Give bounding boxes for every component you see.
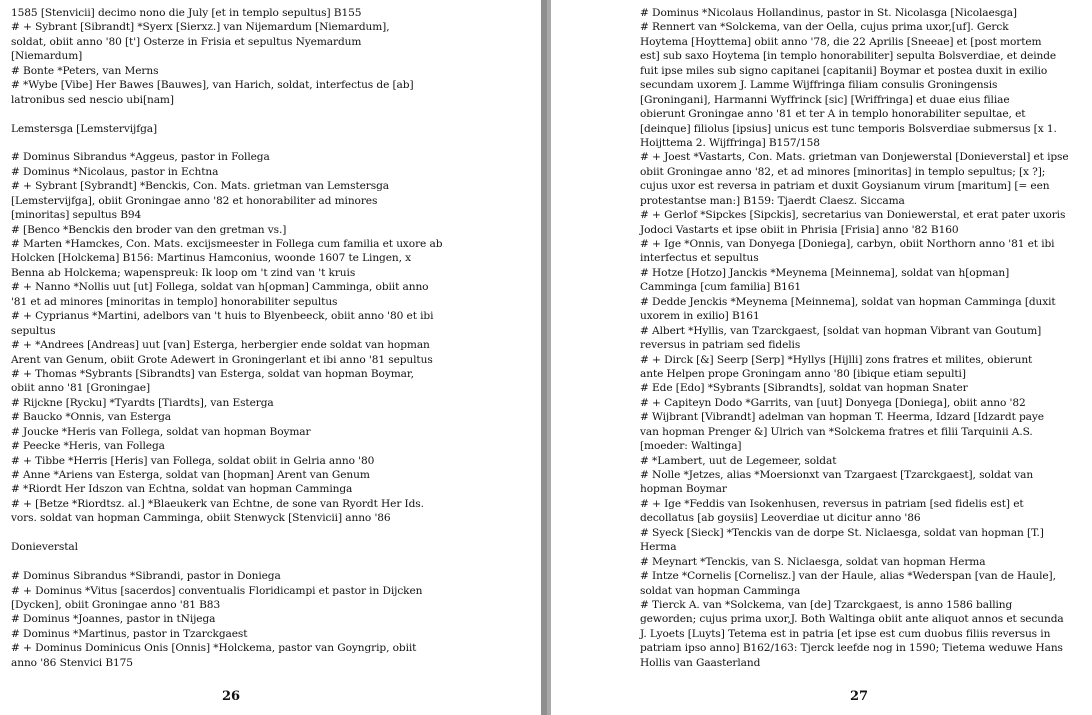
left-page-text [11, 6, 536, 670]
text-line: vors. soldat van hopman Camminga, obiit Stenwyck [Stenvicii] anno '86 [11, 512, 391, 525]
text-line: decollatus [ab goysiis] Leoverdiae ut dicitur anno '86 [640, 512, 921, 525]
text-line: obiit Groningae anno '82, et ad minores [minoritas] in templo sepultus; [x ?]; [640, 165, 1046, 178]
text-line: # + Ige *Onnis, van Donyega [Doniega], carbyn, obiit Northorn anno '81 et ibi [640, 238, 1055, 250]
text-line: cujus uxor est reversa in patriam et duxit Goysianum virum [maritum] [= een [640, 180, 1050, 193]
text-line: obiit anno '81 [Groningae] [11, 382, 150, 395]
text-line: # Dominus *Nicolaus Hollandinus, pastor in St. Nicolasga [Nicolaesga] [640, 7, 1017, 19]
page-gutter [540, 0, 552, 715]
text-line: Jodoci Vastarts et ipse obiit in Phrisia [Frisia] anno '82 B160 [640, 223, 959, 236]
text-line: # + Gerlof *Sipckes [Sipckis], secretarius van Doniewerstal, et erat pater uxoris [640, 209, 1066, 222]
text-line: # Hotze [Hotzo] Janckis *Meynema [Meinnema], soldat van h[opman] [640, 266, 1010, 279]
page-number-left: 26 [222, 689, 241, 704]
text-line: Donieverstal [11, 541, 78, 554]
text-line: [moeder: Waltinga] [640, 440, 742, 453]
text-line: Hoijttema 2. Wijffringa] B157/158 [640, 136, 820, 149]
text-line: # Bonte *Peters, van Merns [11, 64, 159, 77]
text-line: van hopman Prenger &] Ulrich van *Solckema fratres et filii Tarquinii A.S. [640, 425, 1033, 438]
text-line: [Dycken], obiit Groningae anno '81 B83 [11, 598, 221, 611]
text-line: Herma [640, 541, 677, 554]
text-line: Lemstersga [Lemstervijfga] [11, 122, 157, 135]
text-line: [Niemardum] [11, 50, 83, 63]
text-line: # Intze *Cornelis [Cornelisz.] van der Haule, alias *Wederspan [van de Haule], [640, 570, 1056, 583]
page-number-right: 27 [850, 689, 869, 704]
text-line: latronibus sed nescio ubi[nam] [11, 93, 174, 106]
text-line: Hollis van Gaasterland [640, 656, 761, 669]
text-line: soldat van hopman Camminga [640, 584, 801, 597]
text-line: # Ede [Edo] *Sybrants [Sibrandts], soldat van hopman Snater [640, 382, 968, 395]
text-line: 1585 [Stenvicii] decimo nono die July [et in templo sepultus] B155 [11, 7, 362, 19]
text-line: # Nolle *Jetzes, alias *Moersionxt van Tzargaest [Tzarckgaest], soldat van [640, 469, 1034, 481]
text-line: Benna ab Holckema; wapenspreuk: Ik loop om 't zind van 't kruis [11, 266, 356, 279]
text-line: obierunt Groningae anno '81 et ter A in templo honorabiliter sepultae, et [640, 108, 1026, 121]
text-line: secundam uxorem J. Lamme Wijffringa filiam consulis Groningensis [640, 79, 998, 92]
text-line: # Wijbrant [Vibrandt] adelman van hopman T. Heerma, Idzard [Idzardt paye [640, 411, 1044, 424]
text-line: [Groningani], Harmanni Wyffrinck [sic] [Wriffringa] et duae eius filiae [640, 93, 1010, 106]
text-line: # + [Betze *Riordtsz. al.] *Blaeukerk van Echtne, de sone van Ryordt Her Ids. [11, 497, 424, 510]
text-line: '81 et ad minores [minoritas in templo] honorabiliter sepultus [11, 295, 338, 308]
text-line: # [Benco *Benckis den broder van den gretman vs.] [11, 223, 287, 236]
text-line [11, 107, 536, 121]
text-line: # Dominus *Martinus, pastor in Tzarckgaest [11, 627, 248, 640]
text-line: # *Riordt Her Idszon van Echtna, soldat van hopman Camminga [11, 483, 353, 496]
text-line: hopman Boymar [640, 483, 727, 496]
text-line: protestantse man:] B159: Tjaerdt Claesz. Siccama [640, 194, 905, 207]
text-line: [Lemstervijfga], obiit Groningae anno '82 et honorabiliter ad minores [11, 194, 378, 207]
right-page-text [640, 6, 1090, 670]
text-line: geworden; cujus prima uxor,J. Both Waltinga obiit ante aliquot annos et secunda [640, 613, 1064, 626]
text-line: # + Dominus *Vitus [sacerdos] conventualis Floridicampi et pastor in Dijcken [11, 584, 423, 597]
text-line: est] sub saxo Hoytema [in templo honorabiliter] sepulta Bolsverdiae, et deinde [640, 50, 1057, 63]
text-line: sepultus [11, 324, 56, 337]
text-line: # + Ige *Feddis van Isokenhusen, reversus in patriam [sed fidelis est] et [640, 497, 1024, 510]
text-line: # + Nanno *Nollis uut [ut] Follega, soldat van h[opman] Camminga, obiit anno [11, 281, 429, 294]
text-line: anno '86 Stenvici B175 [11, 656, 133, 669]
text-line: # Rijckne [Rycku] *Tyardts [Tiardts], van Esterga [11, 396, 274, 409]
text-line: Arent van Genum, obiit Grote Adewert in Groningerlant et ibi anno '81 sepultus [11, 353, 433, 366]
text-line: # + Sybrant [Sibrandt] *Syerx [Sierxz.] van Nijemardum [Niemardum], [11, 21, 390, 34]
left-page [0, 0, 540, 715]
text-line: # + *Andrees [Andreas] uut [van] Esterga, herbergier ende soldat van hopman [11, 339, 430, 352]
text-line: # Syeck [Sieck] *Tenckis van de dorpe St. Niclaesga, soldat van hopman [T.] [640, 526, 1044, 539]
text-line: # Dominus Sibrandus *Aggeus, pastor in Follega [11, 151, 270, 164]
text-line: # Baucko *Onnis, van Esterga [11, 411, 172, 424]
gutter-shadow-right [547, 0, 551, 715]
text-line: # + Capiteyn Dodo *Garrits, van [uut] Donyega [Doniega], obiit anno '82 [640, 396, 1026, 409]
text-line: # Dominus Sibrandus *Sibrandi, pastor in Doniega [11, 570, 281, 583]
text-line: fuit ipse miles sub signo capitanei [capitanii] Boymar et postea duxit in exilio [640, 64, 1048, 77]
right-page [552, 0, 1092, 715]
text-line: J. Lyoets [Luyts] Tetema est in patria [et ipse est cum duobus filiis reversus in [640, 627, 1051, 640]
text-line: # Anne *Ariens van Esterga, soldat van [hopman] Arent van Genum [11, 469, 370, 481]
text-line: [deinque] filiolus [ipsius] unicus est tunc temporis Bolsverdiae submersus [x 1. [640, 122, 1057, 135]
text-line: # Joucke *Heris van Follega, soldat van hopman Boymar [11, 425, 311, 438]
text-line: # Albert *Hyllis, van Tzarckgaest, [soldat van hopman Vibrant van Goutum] [640, 324, 1042, 337]
text-line: Hoytema [Hoyttema] obiit anno '78, die 22 Aprilis [Sneeae] et [post mortem [640, 35, 1042, 48]
text-line [11, 526, 536, 540]
text-line: # Dominus *Nicolaus, pastor in Echtna [11, 165, 219, 178]
text-line: # *Lambert, uut de Legemeer, soldat [640, 454, 837, 467]
text-line: # Tierck A. van *Solckema, van [de] Tzarckgaest, is anno 1586 balling [640, 598, 1013, 611]
text-line: Holcken [Holckema] B156: Martinus Hamconius, woonde 1607 te Lingen, x [11, 252, 412, 265]
text-line: soldat, obiit anno '80 [t'] Osterze in Frisia et sepultus Nyemardum [11, 35, 362, 48]
text-line: # *Wybe [Vibe] Her Bawes [Bauwes], van Harich, soldat, interfectus de [ab] [11, 79, 414, 92]
text-line: # Meynart *Tenckis, van S. Niclaesga, soldat van hopman Herma [640, 555, 986, 568]
text-line: patriam ipso anno] B162/163: Tjerck leefde nog in 1590; Tietema weduwe Hans [640, 642, 1063, 655]
text-line: uxorem in exilio] B161 [640, 310, 760, 323]
text-line: # + Dominus Dominicus Onis [Onnis] *Holckema, pastor van Goyngrip, obiit [11, 642, 417, 655]
text-line: # + Sybrant [Sybrandt] *Benckis, Con. Mats. grietman van Lemstersga [11, 180, 389, 193]
text-line: [minoritas] sepultus B94 [11, 209, 142, 222]
text-line: # Rennert van *Solckema, van der Oella, cujus prima uxor,[uf]. Gerck [640, 21, 1009, 34]
text-line: # + Cyprianus *Martini, adelbors van 't huis to Blyenbeeck, obiit anno '80 et ibi [11, 310, 434, 323]
text-line: # Dominus *Joannes, pastor in tNijega [11, 613, 216, 626]
text-line: interfectus et sepultus [640, 252, 759, 265]
text-line: # Peecke *Heris, van Follega [11, 440, 165, 453]
text-line: # + Thomas *Sybrants [Sibrandts] van Esterga, soldat van hopman Boymar, [11, 367, 414, 380]
text-line: # + Joest *Vastarts, Con. Mats. grietman van Donjewerstal [Donieverstal] et ipse [640, 151, 1069, 164]
text-line [11, 136, 536, 150]
text-line: ante Helpen prope Groningam anno '80 [ibique etiam sepulti] [640, 367, 966, 380]
text-line: Camminga [cum familia] B161 [640, 281, 802, 294]
text-line [11, 555, 536, 569]
text-line: reversus in patriam sed fidelis [640, 339, 801, 352]
text-line: # Dedde Jenckis *Meynema [Meinnema], soldat van hopman Camminga [duxit [640, 295, 1056, 308]
text-line: # Marten *Hamckes, Con. Mats. excijsmeester in Follega cum familia et uxore ab [11, 238, 443, 250]
text-line: # + Tibbe *Herris [Heris] van Follega, soldat obiit in Gelria anno '80 [11, 454, 375, 467]
text-line: # + Dirck [&] Seerp [Serp] *Hyllys [Hijlli] zons fratres et milites, obierunt [640, 353, 1033, 366]
